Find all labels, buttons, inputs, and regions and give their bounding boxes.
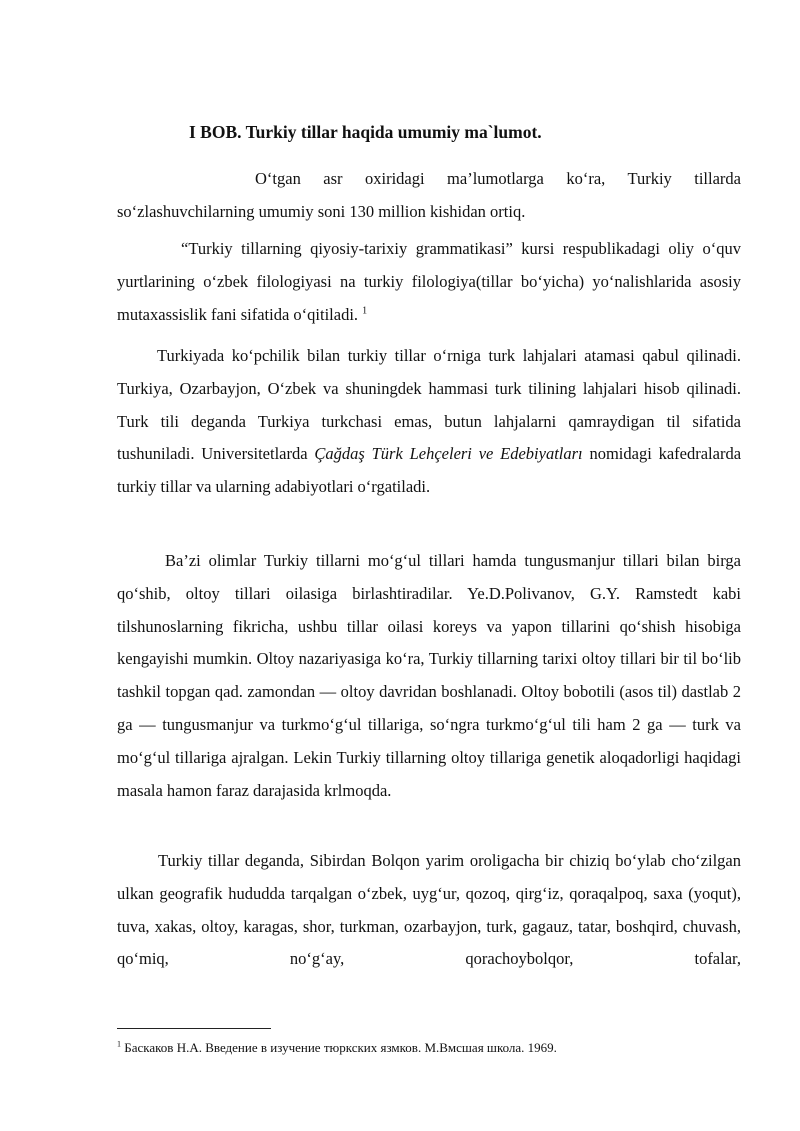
footnote-marker: 1 [117, 1039, 121, 1049]
paragraph-3-text-end: nomidagi kafedralarda turkiy tillar va ularning adabiyotlari o‘rgatiladi. [117, 444, 742, 497]
footnote-divider [117, 1028, 271, 1029]
paragraph-3-italic-title: Çağdaş Türk Lehçeleri ve Edebiyatları [314, 444, 583, 464]
footnote-reference[interactable]: 1 [362, 305, 368, 317]
paragraph-2-text: “Turkiy tillarning qiyosiy-tarixiy grammatikasi” kursi respublikadagi oliy o‘quv yurtlarining o‘zbek filologiyasi na turkiy filologiya(tillar bo‘yicha) yo‘nalishlarida asosiy mutaxassislik fani sifatida o‘qitiladi. [117, 239, 741, 324]
footnote-text: Баскаков Н.А. Введение в изучение тюркских язмков. М.Вмсшая школа. 1969. [124, 1040, 557, 1055]
paragraph-5 [117, 845, 741, 976]
chapter-heading: I BOB. Turkiy tillar haqida umumiy ma`lumot. [189, 122, 542, 142]
paragraph-4-text: Ba’zi olimlar Turkiy tillarni mo‘g‘ul tillari hamda tungusmanjur tillari bilan birga qo‘shib, oltoy tillari oilasiga birlashtiradilar. Ye.D.Polivanov, G.Y. Ramstedt kabi tilshunoslarning fikricha, ushbu tillar oilasi koreys va yapon tillarini qo‘shish hisobiga kengayishi mumkin. Oltoy nazariyasiga ko‘ra, Turkiy tillarning tarixi oltoy tillari bir til bo‘lib tashkil topgan qad. zamondan — oltoy davridan boshlanadi. Oltoy bobotili (asos til) dastlab 2 ga — tungusmanjur va turkmo‘g‘ul tillariga, so‘ngra turkmo‘g‘ul tili ham 2 ga — turk va mo‘g‘ul tillariga ajralgan. Lekin Turkiy tillarning oltoy tillariga genetik aloqadorligi haqidagi masala hamon faraz darajasida krlmoqda. [117, 551, 741, 800]
paragraph-1-text: O‘tgan asr oxiridagi ma’lumotlarga ko‘ra, Turkiy tillarda so‘zlashuvchilarning umumiy soni 130 million kishidan ortiq. [117, 169, 741, 221]
paragraph-4 [117, 545, 741, 807]
paragraph-1 [117, 163, 741, 229]
paragraph-3 [117, 340, 741, 504]
paragraph-5-text: Turkiy tillar deganda, Sibirdan Bolqon yarim oroligacha bir chiziq bo‘ylab cho‘zilgan ulkan geografik hududda tarqalgan o‘zbek, uyg‘ur, qozoq, qirg‘iz, qoraqalpoq, saxa (yoqut), tuva, xakas, oltoy, karagas, shor, turkman, ozarbayjon, turk, gagauz, tatar, boshqird, chuvash, qo‘miq, no‘g‘ay, qorachoybolqor, tofalar, [117, 851, 741, 969]
paragraph-2 [117, 233, 741, 331]
footnote [117, 1040, 557, 1056]
paragraph-3-text-start: Turkiyada ko‘pchilik bilan turkiy tillar o‘rniga turk lahjalari atamasi qabul qilinadi. Turkiya, Ozarbayjon, O‘zbek va shuningdek hammasi turk tilining lahjalari hisob qilinadi. Turk tili deganda Turkiya turkchasi emas, butun lahjalarni qamraydigan til sifatida tushuniladi. Universitetlarda [117, 346, 741, 464]
